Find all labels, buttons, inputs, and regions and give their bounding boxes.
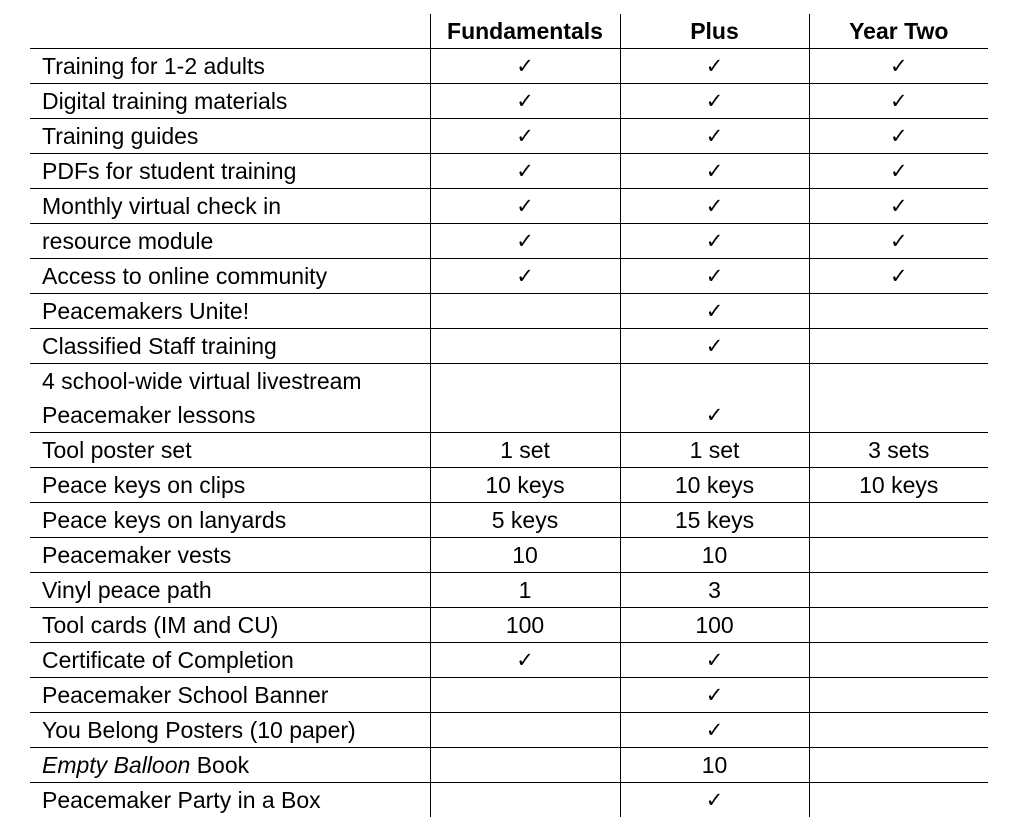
fundamentals-value: 10 keys	[430, 468, 620, 503]
year-two-value	[809, 713, 988, 748]
year-two-check-icon: ✓	[809, 119, 988, 154]
year-two-value	[809, 678, 988, 713]
year-two-value	[809, 608, 988, 643]
table-row	[30, 294, 988, 329]
feature-label	[30, 748, 430, 783]
header-plus: Plus	[620, 14, 809, 49]
year-two-check-icon: ✓	[809, 189, 988, 224]
fundamentals-value	[430, 783, 620, 818]
feature-label: Peacemakers Unite!	[30, 294, 430, 329]
feature-label-rest: Book	[190, 752, 250, 778]
table-row	[30, 259, 988, 294]
table-row	[30, 364, 988, 433]
table-row	[30, 329, 988, 364]
header-year-two: Year Two	[809, 14, 988, 49]
feature-label	[30, 364, 430, 433]
feature-label: Vinyl peace path	[30, 573, 430, 608]
fundamentals-check-icon: ✓	[430, 49, 620, 84]
table-row	[30, 608, 988, 643]
plus-value: 1 set	[620, 433, 809, 468]
table-row	[30, 538, 988, 573]
feature-label: Training for 1-2 adults	[30, 49, 430, 84]
fundamentals-check-icon: ✓	[430, 224, 620, 259]
plus-check-icon: ✓	[620, 678, 809, 713]
fundamentals-value	[430, 713, 620, 748]
fundamentals-value: 1 set	[430, 433, 620, 468]
feature-label: Tool poster set	[30, 433, 430, 468]
feature-label-line2: Peacemaker lessons	[42, 402, 256, 428]
fundamentals-value: 1	[430, 573, 620, 608]
year-two-check-icon: ✓	[809, 49, 988, 84]
plus-check-icon: ✓	[620, 154, 809, 189]
feature-label: PDFs for student training	[30, 154, 430, 189]
table-row	[30, 49, 988, 84]
table-row	[30, 503, 988, 538]
year-two-check-icon: ✓	[809, 84, 988, 119]
table-row	[30, 84, 988, 119]
table-row	[30, 189, 988, 224]
plus-check-icon: ✓	[620, 224, 809, 259]
fundamentals-value	[430, 294, 620, 329]
feature-label: resource module	[30, 224, 430, 259]
year-two-value	[809, 573, 988, 608]
plus-check-icon: ✓	[620, 364, 809, 433]
feature-label: Peace keys on lanyards	[30, 503, 430, 538]
plus-value: 10 keys	[620, 468, 809, 503]
plus-check-icon: ✓	[620, 259, 809, 294]
comparison-table-container	[30, 14, 988, 817]
year-two-value: 3 sets	[809, 433, 988, 468]
feature-label: Training guides	[30, 119, 430, 154]
fundamentals-check-icon: ✓	[430, 643, 620, 678]
plus-check-icon: ✓	[620, 643, 809, 678]
plus-value: 3	[620, 573, 809, 608]
table-row	[30, 224, 988, 259]
header-row	[30, 14, 988, 49]
fundamentals-check-icon: ✓	[430, 154, 620, 189]
plus-check-icon: ✓	[620, 329, 809, 364]
plus-value: 10	[620, 538, 809, 573]
plus-value: 10	[620, 748, 809, 783]
header-fundamentals: Fundamentals	[430, 14, 620, 49]
plus-check-icon: ✓	[620, 49, 809, 84]
table-row	[30, 468, 988, 503]
fundamentals-value: 5 keys	[430, 503, 620, 538]
fundamentals-value: 10	[430, 538, 620, 573]
table-row	[30, 678, 988, 713]
year-two-value	[809, 748, 988, 783]
table-row	[30, 713, 988, 748]
plus-value: 15 keys	[620, 503, 809, 538]
table-row	[30, 783, 988, 818]
fundamentals-check-icon: ✓	[430, 189, 620, 224]
plus-check-icon: ✓	[620, 84, 809, 119]
feature-label: Access to online community	[30, 259, 430, 294]
year-two-value	[809, 538, 988, 573]
year-two-value	[809, 643, 988, 678]
feature-label-line1: 4 school-wide virtual livestream	[42, 368, 362, 394]
feature-label: Tool cards (IM and CU)	[30, 608, 430, 643]
feature-label: Digital training materials	[30, 84, 430, 119]
fundamentals-check-icon: ✓	[430, 119, 620, 154]
year-two-value	[809, 364, 988, 433]
year-two-value	[809, 294, 988, 329]
year-two-check-icon: ✓	[809, 154, 988, 189]
fundamentals-value	[430, 329, 620, 364]
table-row	[30, 154, 988, 189]
year-two-check-icon: ✓	[809, 259, 988, 294]
feature-label: Certificate of Completion	[30, 643, 430, 678]
plus-check-icon: ✓	[620, 783, 809, 818]
fundamentals-check-icon: ✓	[430, 84, 620, 119]
feature-label: Monthly virtual check in	[30, 189, 430, 224]
feature-label: Peacemaker vests	[30, 538, 430, 573]
feature-label: Peacemaker School Banner	[30, 678, 430, 713]
feature-label: You Belong Posters (10 paper)	[30, 713, 430, 748]
year-two-value	[809, 783, 988, 818]
feature-label: Peacemaker Party in a Box	[42, 787, 321, 813]
fundamentals-value: 100	[430, 608, 620, 643]
year-two-check-icon: ✓	[809, 224, 988, 259]
table-row	[30, 643, 988, 678]
feature-label: Classified Staff training	[30, 329, 430, 364]
fundamentals-value	[430, 678, 620, 713]
feature-label-italic: Empty Balloon	[42, 752, 191, 778]
table-row	[30, 433, 988, 468]
package-comparison-table	[30, 14, 988, 817]
header-corner	[30, 14, 430, 49]
feature-label: Peace keys on clips	[30, 468, 430, 503]
table-row	[30, 748, 988, 783]
table-row	[30, 119, 988, 154]
plus-check-icon: ✓	[620, 119, 809, 154]
year-two-value	[809, 503, 988, 538]
plus-check-icon: ✓	[620, 713, 809, 748]
fundamentals-check-icon: ✓	[430, 259, 620, 294]
plus-check-icon: ✓	[620, 189, 809, 224]
year-two-value	[809, 329, 988, 364]
table-row	[30, 573, 988, 608]
year-two-value: 10 keys	[809, 468, 988, 503]
fundamentals-value	[430, 748, 620, 783]
plus-value: 100	[620, 608, 809, 643]
plus-check-icon: ✓	[620, 294, 809, 329]
fundamentals-value	[430, 364, 620, 433]
